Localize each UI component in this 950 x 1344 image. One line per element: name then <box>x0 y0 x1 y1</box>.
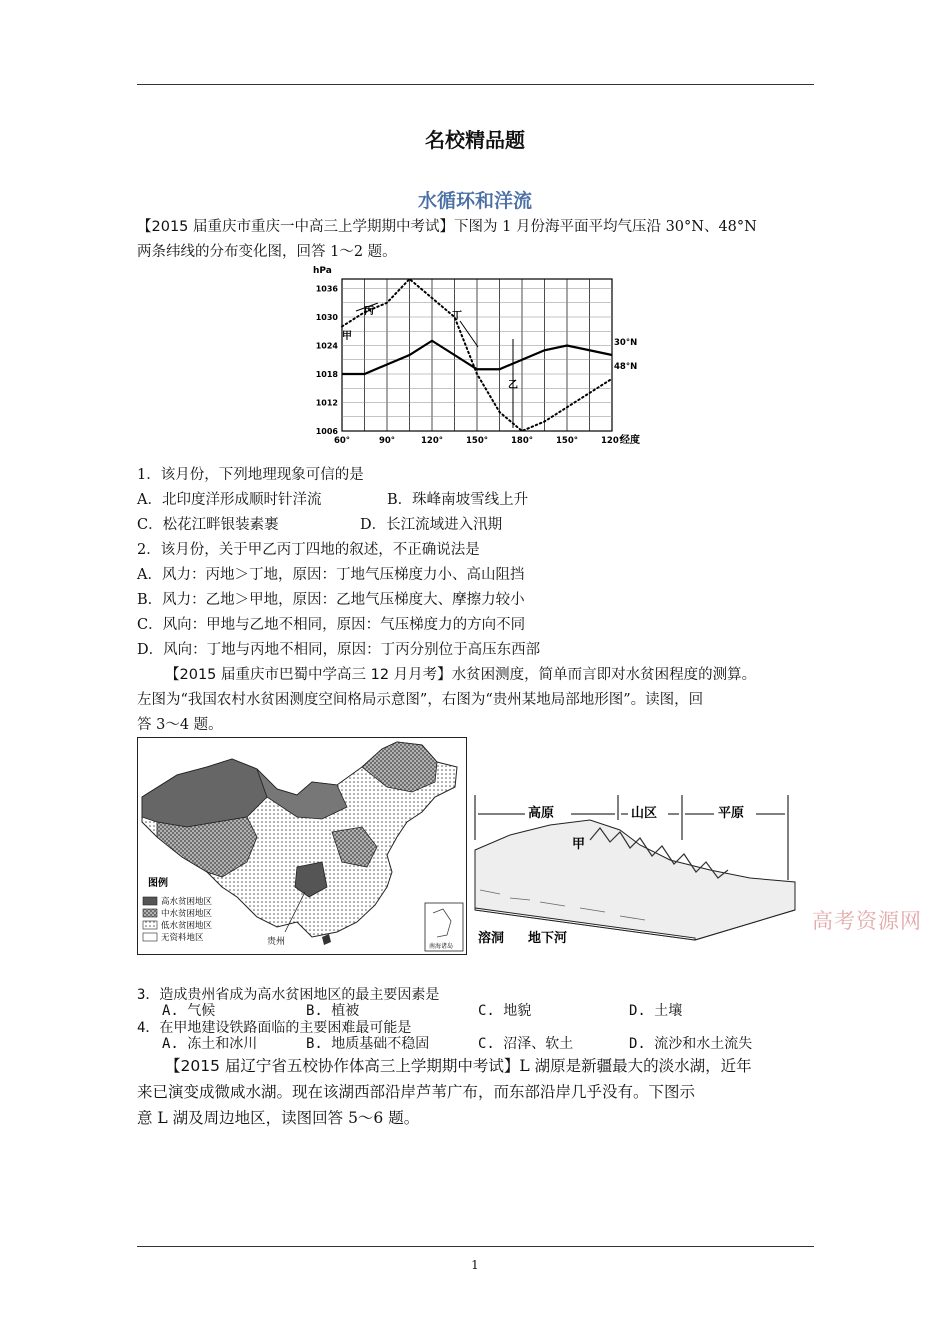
guizhou-terrain-diagram <box>470 790 805 950</box>
chart-y-tick-label: 1018 <box>315 370 338 379</box>
section-title: 水循环和洋流 <box>417 190 532 212</box>
terrain-label-plain: 平原 <box>718 806 745 821</box>
q1-stem: 1．该月份，下列地理现象可信的是 <box>137 467 364 483</box>
q3-option-a: A. 气候 <box>162 1003 216 1019</box>
terrain-label-cave: 溶洞 <box>478 931 505 946</box>
chart-x-ticks <box>334 436 623 446</box>
intro3-line1 <box>165 1054 752 1076</box>
chart-x-tick-label: 120° <box>421 436 443 446</box>
intro3-source: 【2015 届辽宁省五校协作体高三上学期期中考试】 <box>165 1057 520 1075</box>
q4-option-d: D. 流沙和水土流失 <box>629 1036 753 1052</box>
terrain-label-river: 地下河 <box>528 931 568 946</box>
chart-x-tick-label: 60° <box>333 436 351 446</box>
q2-option-a: A．风力：丙地＞丁地，原因：丁地气压梯度力小、高山阻挡 <box>137 567 525 583</box>
legend-label-high: 高水贫困地区 <box>161 897 213 907</box>
pressure-chart <box>308 263 648 453</box>
chart-grid <box>342 279 612 431</box>
header-rule <box>137 84 814 85</box>
intro1-text1: 下图为 1 月份海平面平均气压沿 30°N、48°N <box>454 219 757 235</box>
q1-option-a: A．北印度洋形成顺时针洋流 <box>137 492 322 508</box>
legend-label-nodata: 无资料地区 <box>161 933 204 943</box>
watermark: 高考资源网 <box>812 909 922 933</box>
chart-y-ticks <box>316 285 339 437</box>
chart-y-tick-label: 1024 <box>315 341 338 351</box>
intro1-source: 【2015 届重庆市重庆一中高三上学期期中考试】 <box>137 219 455 235</box>
intro2-line2: 左图为“我国农村水贫困测度空间格局示意图”，右图为“贵州某地局部地形图”。读图，回 <box>137 692 704 708</box>
chart-x-tick-label: 120° <box>601 436 623 446</box>
q1-option-b: B．珠峰南坡雪线上升 <box>387 492 529 508</box>
q3-option-d: D. 土壤 <box>629 1003 683 1019</box>
map-legend-title: 图例 <box>148 878 168 889</box>
chart-y-tick-label: 1012 <box>315 398 338 408</box>
chart-x-tick-label: 90° <box>378 436 396 446</box>
terrain-label-plateau: 高原 <box>528 806 555 821</box>
q4-option-a: A. 冻土和冰川 <box>162 1036 258 1052</box>
chart-y-tick-label: 1030 <box>315 313 338 322</box>
intro3-line2: 来已演变成微咸水湖。现在该湖西部沿岸芦苇广布，而东部沿岸几乎没有。下图示 <box>137 1083 696 1101</box>
map-inset-label: 南海诸岛 <box>429 943 454 950</box>
legend-swatch-low <box>143 921 157 929</box>
q2-option-c: C．风向：甲地与乙地不相同，原因：气压梯度力的方向不同 <box>137 617 526 633</box>
intro3-text1: L 湖原是新疆最大的淡水湖，近年 <box>519 1057 752 1075</box>
q2-option-d: D．风向：丁地与丙地不相同，原因：丁丙分别位于高压东西部 <box>137 642 541 658</box>
chart-ylabel: hPa <box>313 266 332 276</box>
annot-ding: 丁 <box>452 311 462 322</box>
chart-y-tick-label: 1006 <box>315 427 338 436</box>
legend-label-medium: 中水贫困地区 <box>161 909 213 919</box>
intro2-text1: 水贫困测度，简单而言即对水贫困程度的测算。 <box>451 667 757 683</box>
q4-option-b: B. 地质基础不稳固 <box>306 1036 430 1052</box>
intro1-line2: 两条纬线的分布变化图，回答 1～2 题。 <box>137 244 397 260</box>
intro1-line1 <box>137 215 757 236</box>
legend-label-low: 低水贫困地区 <box>161 921 213 931</box>
annot-jia: 甲 <box>342 331 352 342</box>
footer-rule <box>137 1246 814 1247</box>
chart-xlabel: 经度 <box>620 435 640 446</box>
intro3-line3: 意 L 湖及周边地区，读图回答 5～6 题。 <box>137 1109 420 1127</box>
annot-bing: 丙 <box>364 306 374 317</box>
q2-stem: 2．该月份，关于甲乙丙丁四地的叙述，不正确说法是 <box>137 542 480 558</box>
q3-option-c: C. 地貌 <box>478 1003 532 1019</box>
q1-option-c: C．松花江畔银装素裹 <box>137 517 279 533</box>
series-label-30n: 30°N <box>614 338 638 348</box>
q4-option-c: C. 沼泽、软土 <box>478 1036 574 1052</box>
doc-title: 名校精品题 <box>425 128 525 152</box>
map-place-label: 贵州 <box>267 937 286 947</box>
terrain-label-jia: 甲 <box>572 837 586 852</box>
intro2-line1 <box>165 663 756 684</box>
legend-swatch-high <box>143 897 157 905</box>
annot-yi: 乙 <box>508 380 518 391</box>
chart-x-tick-label: 180° <box>511 436 533 446</box>
q3-stem: 3．造成贵州省成为高水贫困地区的最主要因素是 <box>137 987 440 1003</box>
q3-option-b: B. 植被 <box>306 1003 360 1019</box>
legend-swatch-nodata <box>143 933 157 941</box>
legend-swatch-medium <box>143 909 157 917</box>
chart-y-tick-label: 1036 <box>315 284 338 294</box>
chart-x-tick-label: 150° <box>466 436 488 446</box>
chart-x-tick-label: 150° <box>556 436 578 446</box>
china-water-poverty-map <box>137 737 467 955</box>
terrain-block-top <box>475 820 795 940</box>
q1-option-d: D．长江流域进入汛期 <box>360 517 503 533</box>
intro2-source: 【2015 届重庆市巴蜀中学高三 12 月月考】 <box>165 667 452 683</box>
q4-stem: 4．在甲地建设铁路面临的主要困难最可能是 <box>137 1020 412 1036</box>
terrain-label-mountain: 山区 <box>631 806 658 821</box>
intro2-line3: 答 3～4 题。 <box>137 717 223 733</box>
q2-option-b: B．风力：乙地＞甲地，原因：乙地气压梯度大、摩擦力较小 <box>137 592 525 608</box>
page-number: 1 <box>471 1258 479 1272</box>
series-label-48n: 48°N <box>614 362 638 372</box>
